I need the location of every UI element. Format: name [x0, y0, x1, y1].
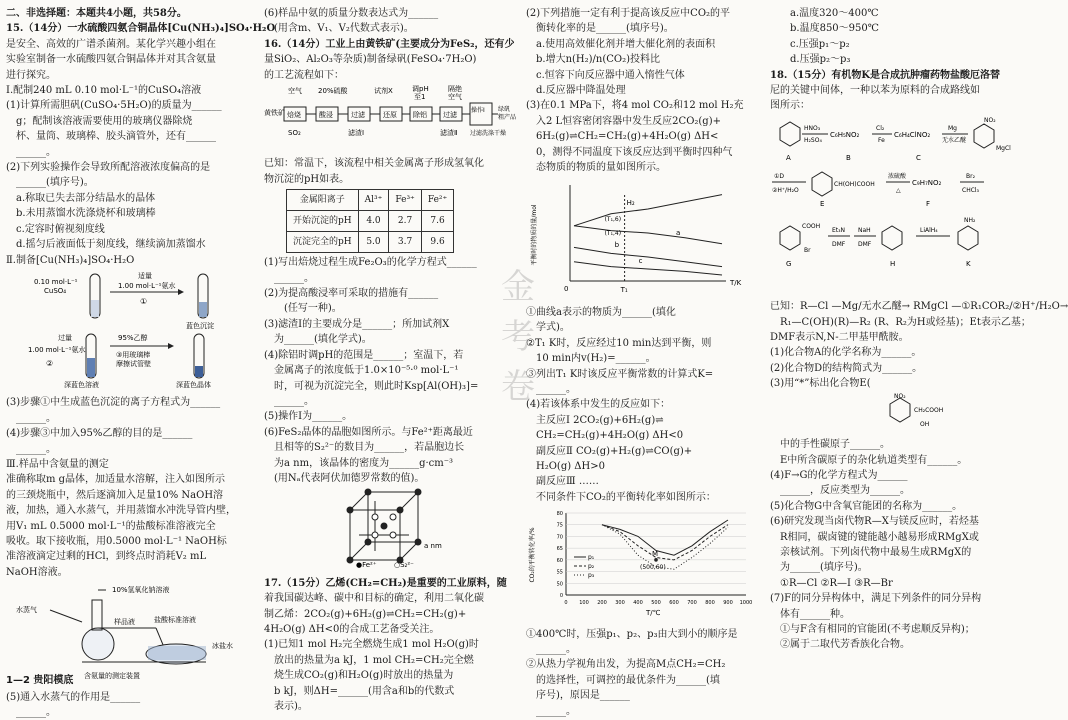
series-line-p₁ — [602, 520, 728, 555]
label: 过滤 — [443, 111, 457, 120]
label: MgCl — [996, 144, 1011, 152]
text-line: ②属于二取代芳香族化合物。 — [780, 639, 910, 651]
text-line: ②T₁ K时，反应经过10 min达到平衡，则 — [526, 337, 712, 349]
text-line: 尼的关键中间体，一种以苯为原料的合成路线如 — [770, 85, 980, 97]
label: 隔绝 — [448, 85, 462, 94]
text-line: 制乙烯：2CO₂(g)+6H₂(g)⇌CH₂=CH₂(g)+ — [264, 608, 467, 620]
label: NO₂ — [894, 392, 906, 400]
text-line: b kJ，则ΔH=______(用含a和b的代数式 — [274, 685, 455, 697]
x-tick-label: 200 — [597, 600, 607, 607]
text-line: E中所含碳原子的杂化轨道类型有______。 — [780, 454, 968, 466]
text-line: (1)计算所需胆矾(CuSO₄·5H₂O)的质量为______ — [6, 100, 222, 112]
label: Mg — [948, 124, 957, 132]
table-cell: 金属阳离子 — [287, 190, 359, 211]
y-tick-label: 70 — [556, 534, 563, 541]
option-line: c.恒容下向反应器中通入惰性气体 — [536, 69, 685, 81]
series-line-1 — [574, 195, 722, 226]
table-cell: 4.0 — [358, 211, 389, 232]
text-line: (4)步骤③中加入95%乙醇的目的是______ — [6, 428, 193, 440]
y-axis-label: CO₂的平衡转化率/% — [529, 527, 536, 583]
label: 试剂X — [374, 87, 393, 96]
text-line: ______。 — [536, 383, 576, 395]
label: DMF — [858, 240, 872, 248]
x-tick-label: 700 — [687, 600, 697, 607]
label: Cl₂ — [876, 124, 885, 132]
text-line: 不同条件下CO₂的平衡转化率如图所示： — [536, 491, 716, 503]
label: CH₂COOH — [914, 406, 944, 414]
label: 焙烧 — [287, 111, 301, 120]
text-line: 物沉淀的pH如表。 — [264, 173, 350, 185]
y-tick-label: 55 — [556, 569, 563, 576]
label: ③用玻璃棒 — [116, 350, 151, 359]
text-line: 是安全、高效的广谱杀菌剂。某化学兴趣小组在 — [6, 38, 216, 50]
fes2-unit-cell-diagram — [264, 488, 520, 568]
text-line: (3)用“*”标出化合物E( — [770, 378, 871, 390]
text-line: 0，测得不同温度下该反应达到平衡时四种气 — [536, 146, 733, 158]
label: 深蓝色晶体 — [176, 380, 211, 389]
label: a nm — [424, 542, 442, 551]
text-line: 准溶液滴定过剩的HCl，到终点时消耗V₂ mL — [6, 551, 207, 563]
y-tick-label: 60 — [556, 558, 563, 565]
label: 无水乙醚 — [942, 136, 967, 144]
label: B — [846, 153, 851, 162]
label: A — [786, 153, 791, 162]
label: H — [890, 259, 896, 268]
text-line: 量SiO₂、Al₂O₃等杂质)制备绿矾(FeSO₄·7H₂O) — [264, 54, 477, 66]
table-cell: 5.0 — [358, 232, 389, 253]
label: 摩擦试管壁 — [116, 359, 151, 368]
text-line: (6)样品中氨的质量分数表达式为______ — [264, 8, 439, 19]
x-tick-label: T₁ — [620, 286, 628, 295]
text-line: (4)除铝时调pH的范围是______；室温下，若 — [264, 349, 464, 361]
text-line: (5)化合物G中含氧官能团的名称为______。 — [770, 500, 963, 512]
label: G — [786, 259, 792, 268]
text-line: 时，可视为沉淀完全，则此时Ksp[Al(OH)₃]= — [274, 380, 479, 392]
text-line: 为______(填序号)。 — [780, 562, 868, 574]
x-tick-label: 0 — [564, 600, 568, 607]
x-tick-label: 500 — [651, 600, 661, 607]
q16-stem: 16.（14分）工业上由黄铁矿(主要成分为FeS₂，还有少 — [264, 38, 515, 50]
table-cell: 3.7 — [389, 232, 421, 253]
text-line: 已知：常温下，该流程中相关金属离子形成氢氧化 — [264, 158, 484, 170]
label: 盐酸标准溶液 — [154, 616, 196, 625]
text-line: (2)为提高酸浸率可采取的措施有______ — [264, 288, 439, 300]
label: CH(OH)COOH — [834, 180, 875, 188]
text-line: Ⅲ.样品中含氨量的测定 — [6, 458, 109, 470]
text-line: ①与F含有相同的官能团(不考虑顺反异构)； — [780, 623, 975, 635]
text-line: (3)在0.1 MPa下，将4 mol CO₂和12 mol H₂充 — [526, 100, 744, 112]
text-line: 副反应Ⅱ CO₂(g)+H₂(g)⇌CO(g)+ — [536, 445, 693, 457]
x-axis-label: T/K — [730, 279, 742, 288]
label: 1.00 mol·L⁻¹氨水 — [118, 281, 176, 290]
text-line: 学式)。 — [536, 322, 570, 334]
text-line: 的工艺流程如下： — [264, 69, 344, 81]
ammonia-apparatus-diagram — [6, 582, 256, 682]
option-line: b.增大n(H₂)/n(CO₂)投料比 — [536, 54, 661, 66]
compound-e-structure — [770, 394, 1018, 430]
x-tick-label: 1000 — [739, 600, 753, 607]
text-line: 烧生成CO₂(g)和H₂O(g)时放出的热量为 — [274, 670, 454, 682]
option-line: d.反应器中降温处理 — [536, 85, 626, 97]
text-line: 着我国碳达峰、碳中和目标的确定，利用二氧化碳 — [264, 593, 484, 605]
label: ② — [46, 358, 54, 368]
text-line: (3)滤渣Ⅰ的主要成分是______；所加试剂X — [264, 318, 450, 330]
text-line: 10 min内v(H₂)=______。 — [536, 353, 656, 365]
label: 水蒸气 — [16, 606, 37, 615]
table-cell: 2.7 — [389, 211, 421, 232]
text-line: ______。 — [536, 643, 576, 655]
text-line: ______。 — [274, 272, 314, 284]
label: LiAlH₄ — [920, 226, 938, 234]
text-line: 进行探究。 — [6, 69, 56, 81]
label: 10%氢氧化钠溶液 — [112, 586, 170, 595]
option-line: b.温度850～950℃ — [790, 23, 879, 35]
text-line: 准确称取m g晶体，加适量水溶解，注入如图所示 — [6, 474, 226, 486]
label: 调pH — [412, 85, 429, 94]
watermark: 金考卷 — [501, 267, 535, 407]
text-line: CH₂=CH₂(g)+4H₂O(g) ΔH<0 — [536, 430, 684, 442]
text-line: 体有______种。 — [780, 608, 850, 620]
label: SO₂ — [288, 129, 301, 138]
label: OH — [920, 420, 930, 428]
label: 滤渣Ⅰ — [348, 129, 365, 138]
label: 冰盐水 — [212, 642, 233, 651]
annotation: (500,60) — [640, 564, 666, 572]
text-line: (2)下列实验操作会导致所配溶液浓度偏高的是 — [6, 162, 211, 174]
label: 空气 — [448, 93, 462, 102]
synthesis-route-diagram — [770, 116, 1018, 292]
option-line: c.压强p₁～p₂ — [790, 38, 850, 50]
label: NH₂ — [964, 216, 976, 224]
label: 20%硫酸 — [318, 87, 348, 96]
text-line: 液，加热，通入水蒸气，并用蒸馏水冲洗导管内壁， — [6, 505, 236, 517]
label: 样品液 — [114, 618, 135, 627]
text-line: Ⅱ.制备[Cu(NH₃)₄]SO₄·H₂O — [6, 254, 135, 266]
label: 浓硫酸 — [888, 172, 907, 180]
text-line: R₁—C(OH)(R)—R₂ (R、R₂为H或烃基)；Et表示乙基； — [780, 316, 1031, 328]
label: H₂SO₄ — [804, 136, 822, 144]
text-line: 吸收。取下接收瓶，用0.5000 mol·L⁻¹ NaOH标 — [6, 535, 227, 547]
label: 空气 — [288, 87, 302, 96]
text-line: (任写一种)。 — [284, 303, 342, 315]
text-line: 4H₂O(g) ΔH<0的合成工艺备受关注。 — [264, 623, 440, 635]
text-line: g；配制该溶液需要使用的玻璃仪器除烧 — [16, 115, 193, 127]
text-line: 用V₁ mL 0.5000 mol·L⁻¹的盐酸标准溶液完全 — [6, 520, 216, 532]
label: 蓝色沉淀 — [186, 321, 214, 330]
text-line: (5)通入水蒸气的作用是______ — [6, 691, 141, 703]
label: ① — [140, 296, 148, 306]
co2-conversion-chart — [526, 507, 762, 619]
text-line: 为a nm，该晶体的密度为______g·cm⁻³ — [274, 457, 454, 469]
label: Br₂ — [966, 172, 975, 180]
table-cell: 9.6 — [421, 232, 453, 253]
label: 滤渣Ⅱ — [440, 129, 458, 138]
table-cell: Fe²⁺ — [421, 190, 453, 211]
text-line: (5)操作Ⅰ为______。 — [264, 411, 353, 423]
x-tick-label: 100 — [579, 600, 589, 607]
text-line: 副反应Ⅲ …… — [536, 476, 599, 488]
label: 0.10 mol·L⁻¹ — [34, 277, 78, 286]
text-line: (7)F的同分异构体中，满足下列条件的同分异构 — [770, 593, 982, 605]
table-row — [287, 211, 454, 232]
text-line: 态物质的物质的量如图所示。 — [536, 162, 666, 174]
text-line: 亲核试剂。下列卤代物中最易生成RMgX的 — [780, 546, 972, 558]
label: 还原 — [383, 111, 397, 120]
option-line: a.使用高效催化剂并增大催化剂的表面积 — [536, 38, 716, 50]
table-cell: 7.6 — [421, 211, 453, 232]
label: Fe — [878, 136, 885, 144]
text-line: ______。 — [536, 705, 576, 717]
text-line: (1)写出焙烧过程生成Fe₂O₃的化学方程式______ — [264, 257, 477, 269]
text-line: ______。 — [274, 395, 314, 407]
text-line: 的三颈烧瓶中，然后逐滴加入足量10% NaOH溶 — [6, 489, 224, 501]
text-line: ①曲线a表示的物质为______(填化 — [526, 306, 676, 318]
label: C₆H₄ClNO₂ — [894, 130, 931, 139]
y-tick-label: 75 — [556, 522, 563, 529]
text-line: Ⅰ.配制240 mL 0.10 mol·L⁻¹的CuSO₄溶液 — [6, 85, 202, 97]
series-line-p₃ — [602, 525, 728, 570]
label: 1.00 mol·L⁻¹氨水 — [28, 345, 86, 354]
text-line: (2)下列措施一定有利于提高该反应中CO₂的平 — [526, 8, 731, 19]
text-line: 杯、量筒、玻璃棒、胶头滴管外，还有______ — [16, 131, 216, 143]
text-line: NaOH溶液。 — [6, 566, 68, 578]
section-heading: 二、非选择题：本题共4小题，共58分。 — [6, 8, 187, 19]
label: 绿矾 — [498, 106, 511, 114]
text-line: (3)步骤①中生成蓝色沉淀的离子方程式为______ — [6, 397, 221, 409]
label: Br — [804, 246, 811, 254]
text-line: ______。 — [16, 412, 56, 424]
label: Et₃N — [832, 226, 846, 234]
label: 95%乙醇 — [118, 333, 148, 342]
text-line: (用含m、V₁、V₂代数式表示)。 — [274, 23, 414, 35]
text-line: ______。 — [16, 443, 56, 455]
label: 酸浸 — [319, 111, 333, 120]
text-line: (4)若该体系中发生的反应如下： — [526, 399, 671, 411]
label: NO₂ — [984, 116, 996, 124]
text-line: 的选择性，可调控的最优条件为______(填 — [536, 674, 720, 686]
y-tick-label: 50 — [556, 581, 563, 588]
label: C₆H₅NO₂ — [830, 130, 860, 139]
text-line: 入2 L恒容密闭容器中发生反应2CO₂(g)+ — [536, 115, 721, 127]
series-line-2 — [574, 226, 722, 244]
option-line: d.摇匀后液面低于刻度线，继续滴加蒸馏水 — [16, 239, 206, 251]
ph-table — [286, 189, 454, 253]
label: ②H⁺/H₂O — [772, 186, 799, 194]
label: C — [916, 153, 921, 162]
label: HNO₃ — [804, 124, 821, 132]
label: 操作Ⅰ — [471, 107, 485, 115]
q17-stem: 17.（15分）乙烯(CH₂=CH₂)是重要的工业原料，随 — [264, 577, 507, 589]
option-line: d.压强p₂～p₃ — [790, 54, 851, 66]
text-line: ______。 — [16, 146, 56, 158]
label: 过量 — [58, 333, 72, 342]
label: 至1 — [414, 93, 426, 102]
x-tick-label: 0 — [564, 285, 569, 294]
label: △ — [896, 186, 901, 194]
annotation: (T₁,6) — [604, 216, 622, 224]
text-line: 为______(填化学式)。 — [274, 334, 372, 346]
legend-item: ●Fe²⁺ — [356, 561, 377, 570]
annotation: c — [638, 257, 643, 266]
x-tick-label: 900 — [723, 600, 733, 607]
text-line: 主反应Ⅰ 2CO₂(g)+6H₂(g)⇌ — [536, 414, 664, 426]
table-cell: 沉淀完全的pH — [287, 232, 359, 253]
text-line: 图所示： — [770, 100, 810, 112]
label: E — [820, 199, 825, 208]
q18-stem: 18.（15分）有机物K是合成抗肿瘤药物盐酸厄洛替 — [770, 69, 1001, 81]
text-line: ③列出T₁ K时该反应平衡常数的计算式K= — [526, 368, 714, 380]
y-tick-label: 65 — [556, 546, 563, 553]
x-tick-label: 600 — [669, 600, 679, 607]
label: K — [966, 259, 971, 268]
legend-item: p₃ — [588, 572, 595, 580]
label: F — [926, 199, 931, 208]
text-line: (2)化合物D的结构简式为______。 — [770, 362, 923, 374]
table-cell: 开始沉淀的pH — [287, 211, 359, 232]
column-4 — [770, 6, 1068, 653]
text-line: 表示)。 — [274, 701, 308, 712]
y-tick-label: 0 — [559, 593, 563, 600]
label: 粗产品 — [498, 114, 517, 122]
text-line: 中的手性碳原子______。 — [780, 439, 890, 451]
column-3 — [526, 6, 762, 719]
text-line: 实验室制备一水硫酸四氨合铜晶体并对其含氨量 — [6, 54, 216, 66]
text-line: (1)已知1 mol H₂完全燃烧生成1 mol H₂O(g)时 — [264, 639, 479, 651]
label: 过滤 — [351, 111, 365, 120]
text-line: (6)研究发现当卤代物R—X与镁反应时，若烃基 — [770, 516, 979, 528]
option-line: b.未用蒸馏水洗涤烧杯和玻璃棒 — [16, 208, 156, 220]
option-line: a.称取已失去部分结晶水的晶体 — [16, 192, 156, 204]
option-line: ①R—Cl ②R—I ③R—Br — [780, 577, 893, 589]
label: C₉H₇NO₂ — [912, 178, 942, 187]
equilibrium-amount-chart — [526, 177, 762, 297]
text-line: ______。 — [16, 707, 56, 718]
label: 深蓝色溶液 — [64, 380, 99, 389]
annotation: (T₁,4) — [604, 230, 622, 238]
label: 除铝 — [413, 111, 427, 120]
label: 含氨量的测定装置 — [84, 672, 140, 681]
option-line: c.定容时俯视刻度线 — [16, 223, 105, 235]
q15-stem: 15.（14分）一水硫酸四氨合铜晶体[Cu(NH₃)₄]SO₄·H₂O — [6, 23, 276, 35]
label: COOH — [802, 222, 821, 230]
x-tick-label: 300 — [615, 600, 625, 607]
label: 适量 — [138, 271, 152, 280]
legend-item: p₁ — [588, 554, 595, 562]
legend-item: p₂ — [588, 563, 595, 571]
label: 黄铁矿 — [264, 109, 285, 118]
x-axis-label: T/℃ — [646, 609, 661, 618]
option-line: a.温度320～400℃ — [790, 8, 879, 19]
annotation: a — [676, 229, 681, 238]
series-line-3 — [574, 248, 722, 267]
column-2 — [264, 6, 520, 714]
text-line: (用Nₐ代表阿伏加德罗常数的值)。 — [274, 472, 425, 484]
table-cell: Fe³⁺ — [389, 190, 421, 211]
text-line: 序号)，原因是______ — [536, 690, 630, 702]
process-flow-diagram — [264, 85, 520, 149]
text-line: R相同，碳卤键的键能越小越易形成RMgX或 — [780, 531, 979, 543]
text-line: H₂O(g) ΔH>0 — [536, 460, 605, 472]
annotation: M — [652, 550, 659, 559]
label: CHCl₃ — [962, 186, 979, 194]
point-m — [654, 558, 658, 562]
preparation-diagram — [6, 270, 256, 388]
label: CuSO₄ — [44, 286, 67, 295]
label: NaH — [858, 226, 871, 234]
text-line: ______(填序号)。 — [16, 177, 94, 189]
label: ①D — [774, 172, 784, 180]
label: DMF — [832, 240, 846, 248]
text-line: (6)FeS₂晶体的晶胞如图所示。与Fe²⁺距离最近 — [264, 426, 473, 438]
text-line: 6H₂(g)⇌CH₂=CH₂(g)+4H₂O(g) ΔH< — [536, 131, 719, 143]
table-cell: Al³⁺ — [358, 190, 389, 211]
legend-item: ○S₂²⁻ — [394, 561, 414, 570]
text-line: (4)F→G的化学方程式为______ — [770, 469, 908, 481]
annotation: b — [614, 241, 620, 250]
text-line: ______，反应类型为______。 — [780, 485, 910, 497]
text-line: ②从热力学视角出发，为提高M点CH₂=CH₂ — [526, 659, 726, 671]
label: 过滤洗涤干燥 — [470, 130, 507, 138]
page-footer: 1—2 贵阳模底 — [6, 675, 74, 686]
text-line: ①400℃时，压强p₁、p₂、p₃由大到小的顺序是 — [526, 628, 738, 640]
table-row — [287, 232, 454, 253]
text-line: 放出的热量为a kJ，1 mol CH₂=CH₂完全燃 — [274, 654, 474, 666]
x-tick-label: 400 — [633, 600, 643, 607]
text-line: 且相等的S₂²⁻的数目为______，若晶胞边长 — [274, 442, 465, 454]
text-line: 已知：R—Cl —Mg/无水乙醚→ RMgCl —①R₁COR₂/②H⁺/H₂O→ — [770, 301, 1068, 313]
text-line: 衡转化率的是______(填序号)。 — [536, 23, 674, 35]
table-row — [287, 190, 454, 211]
x-tick-label: 800 — [705, 600, 715, 607]
text-line: DMF表示N,N-二甲基甲酰胺。 — [770, 332, 909, 344]
y-tick-label: 80 — [556, 511, 563, 518]
y-axis-label: 平衡时的物质的量/mol — [531, 204, 538, 267]
text-line: (1)化合物A的化学名称为______。 — [770, 347, 922, 359]
annotation: H₂ — [626, 199, 635, 208]
text-line: 金属离子的浓度低于1.0×10⁻⁵·⁰ mol·L⁻¹ — [274, 365, 459, 377]
